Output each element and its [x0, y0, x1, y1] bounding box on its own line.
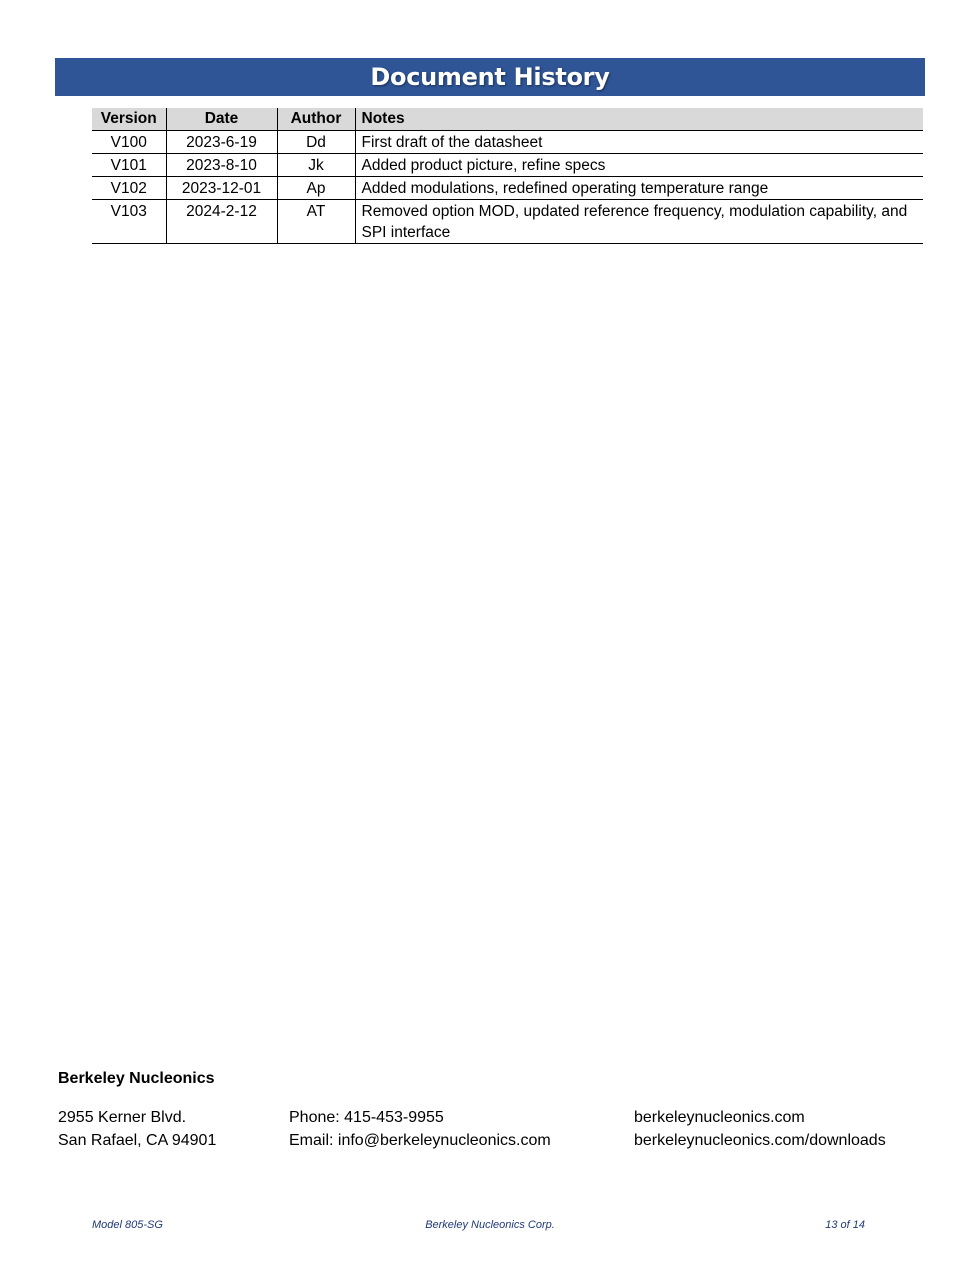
section-banner — [55, 58, 925, 96]
footer-company: Berkeley Nucleonics Corp. — [425, 1219, 555, 1231]
address-block — [58, 1106, 216, 1152]
page-number: 13 of 14 — [825, 1219, 865, 1231]
website-link[interactable]: berkeleynucleonics.com — [634, 1109, 805, 1126]
cell-author: Dd — [277, 131, 355, 154]
cell-version: V100 — [92, 131, 166, 154]
cell-author: Ap — [277, 177, 355, 200]
email-address[interactable]: Email: info@berkeleynucleonics.com — [289, 1132, 551, 1149]
column-header-author: Author — [277, 108, 355, 131]
cell-notes: First draft of the datasheet — [355, 131, 923, 154]
cell-date: 2023-12-01 — [166, 177, 277, 200]
table-header-row — [92, 108, 923, 131]
cell-version: V101 — [92, 154, 166, 177]
cell-notes: Removed option MOD, updated reference frequency, modulation capability, and SPI interface — [355, 200, 923, 244]
phone-number: Phone: 415-453-9955 — [289, 1109, 444, 1126]
document-history-table — [92, 108, 923, 244]
cell-date: 2024-2-12 — [166, 200, 277, 244]
cell-date: 2023-6-19 — [166, 131, 277, 154]
footer-model: Model 805-SG — [92, 1219, 163, 1231]
downloads-link[interactable]: berkeleynucleonics.com/downloads — [634, 1132, 886, 1149]
phone-email-block — [289, 1106, 551, 1152]
table-row — [92, 200, 923, 244]
table-row — [92, 131, 923, 154]
cell-notes: Added product picture, refine specs — [355, 154, 923, 177]
cell-version: V102 — [92, 177, 166, 200]
table-row — [92, 154, 923, 177]
column-header-notes: Notes — [355, 108, 923, 131]
address-street: 2955 Kerner Blvd. — [58, 1109, 187, 1126]
cell-author: AT — [277, 200, 355, 244]
cell-version: V103 — [92, 200, 166, 244]
table-row — [92, 177, 923, 200]
web-block — [634, 1106, 886, 1152]
section-title: Document History — [370, 63, 610, 91]
cell-date: 2023-8-10 — [166, 154, 277, 177]
cell-notes: Added modulations, redefined operating temperature range — [355, 177, 923, 200]
company-name: Berkeley Nucleonics — [58, 1070, 215, 1087]
address-city: San Rafael, CA 94901 — [58, 1132, 217, 1149]
column-header-version: Version — [92, 108, 166, 131]
column-header-date: Date — [166, 108, 277, 131]
cell-author: Jk — [277, 154, 355, 177]
